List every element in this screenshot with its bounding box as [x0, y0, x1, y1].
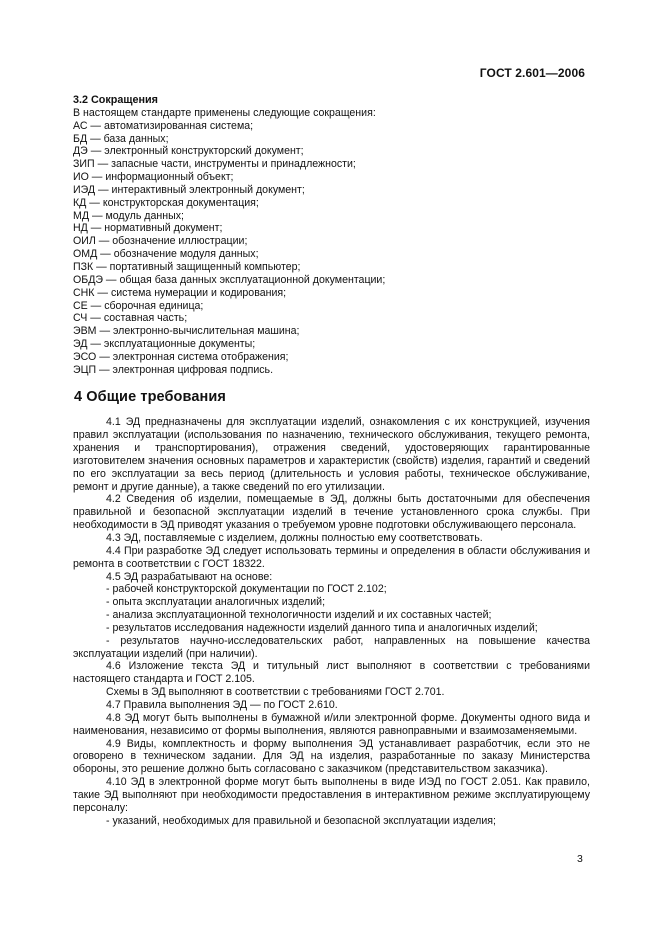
abbreviation-item: ОМД — обозначение модуля данных; [73, 248, 259, 261]
abbreviation-item: КД — конструкторская документация; [73, 196, 259, 209]
list-item: - результатов научно-исследовательских работ, направленных на повышение качества эксплуатации изделий (при наличии). [73, 634, 590, 660]
list-item: - рабочей конструкторской документации по ГОСТ 2.102; [106, 583, 387, 596]
list-item: - анализа эксплуатационной технологичности изделий и их составных частей; [106, 609, 492, 622]
paragraph-4-7: 4.7 Правила выполнения ЭД — по ГОСТ 2.610. [106, 698, 338, 711]
abbreviation-item: ОИЛ — обозначение иллюстрации; [73, 235, 248, 248]
paragraph-4-10-list [73, 815, 590, 828]
document-id-header: ГОСТ 2.601—2006 [479, 66, 585, 80]
abbreviation-item: МД — модуль данных; [73, 209, 184, 222]
list-item: - опыта эксплуатации аналогичных изделий; [106, 596, 326, 609]
paragraph-4-5-list [73, 583, 590, 660]
paragraph-4-6: 4.6 Изложение текста ЭД и титульный лист выполняют в соответствии с требованиями настоящего стандарта и ГОСТ 2.105. [73, 660, 590, 686]
abbreviation-item: ИО — информационный объект; [73, 171, 234, 184]
abbreviation-item: ЭСО — электронная система отображения; [73, 350, 289, 363]
paragraph-4-2: 4.2 Сведения об изделии, помещаемые в ЭД, должны быть достаточными для обеспечения правильной и безопасной эксплуатации изделий в течение установленного срока службы. При необходимости в ЭД приводят указания о требуемом уровне подготовки обслуживающего персонала. [73, 493, 590, 532]
abbreviation-item: ПЗК — портативный защищенный компьютер; [73, 260, 301, 273]
page-number: 3 [577, 853, 583, 865]
paragraph-4-6-schemes: Схемы в ЭД выполняют в соответствии с требованиями ГОСТ 2.701. [106, 686, 445, 699]
abbreviation-item: ЭД — эксплуатационные документы; [73, 338, 256, 351]
abbreviation-item: СНК — система нумерации и кодирования; [73, 286, 287, 299]
paragraph-4-1: 4.1 ЭД предназначены для эксплуатации изделий, ознакомления с их конструкцией, изучения правил эксплуатации (использования по назначению, технического обслуживания, текущего ремонта, хранения и транспортирования), отражения сведений, удостоверяющих гарантированные изготовителем значения основных параметров и характеристик (свойств) изделия, гарантий и сведений по его эксплуатации за весь период (длительность и условия работы, техническое обслуживание, ремонт и другие данные), а также сведений по его утилизации. [73, 416, 590, 493]
paragraph-4-10: 4.10 ЭД в электронной форме могут быть выполнены в виде ИЭД по ГОСТ 2.051. Как правило, такие ЭД выполняют при необходимости предоставления в интерактивном режиме эксплуатирующему персоналу: [73, 776, 590, 814]
abbreviation-item: НД — нормативный документ; [73, 222, 223, 235]
page-content [73, 94, 590, 827]
section-title-4: 4 Общие требования [74, 388, 226, 405]
paragraph-4-3: 4.3 ЭД, поставляемые с изделием, должны полностью ему соответствовать. [106, 532, 483, 544]
abbreviation-item: ЭВМ — электронно-вычислительная машина; [73, 325, 300, 338]
abbreviation-item: ЭЦП — электронная цифровая подпись. [73, 363, 274, 376]
paragraph-4-5: 4.5 ЭД разрабатывают на основе: [106, 570, 273, 583]
paragraph-4-9: 4.9 Виды, комплектность и форму выполнения ЭД устанавливает разработчик, если это не оговорено в техническом задании. Для ЭД на изделия, разработанные по заказу Министерства обороны, это решение должно быть согласовано с заказчиком (представительством заказчика). [73, 737, 590, 776]
abbreviation-item: АС — автоматизированная система; [73, 119, 254, 132]
abbreviation-item: СЧ — составная часть; [73, 312, 188, 325]
abbreviations-intro: В настоящем стандарте применены следующие сокращения: [73, 106, 376, 119]
abbreviation-item: ДЭ — электронный конструкторский документ; [73, 145, 304, 158]
abbreviation-item: СЕ — сборочная единица; [73, 299, 204, 312]
abbreviation-item: ЗИП — запасные части, инструменты и принадлежности; [73, 158, 356, 171]
abbreviation-item: БД — база данных; [73, 132, 169, 145]
subsection-title-3-2: 3.2 Сокращения [73, 94, 158, 106]
paragraph-4-4: 4.4 При разработке ЭД следует использовать термины и определения в области обслуживания и ремонта в соответствии с ГОСТ 18322. [73, 544, 590, 570]
abbreviations-list [73, 120, 590, 377]
list-item: - указаний, необходимых для правильной и безопасной эксплуатации изделия; [106, 814, 496, 827]
abbreviation-item: ИЭД — интерактивный электронный документ; [73, 183, 305, 196]
abbreviation-item: ОБДЭ — общая база данных эксплуатационной документации; [73, 273, 386, 286]
paragraph-4-8: 4.8 ЭД могут быть выполнены в бумажной и/или электронной форме. Документы одного вида и наименования, независимо от формы выполнения, являются равноправными и взаимозаменяемыми. [73, 711, 590, 737]
list-item: - результатов исследования надежности изделий данного типа и аналогичных изделий; [106, 621, 538, 634]
